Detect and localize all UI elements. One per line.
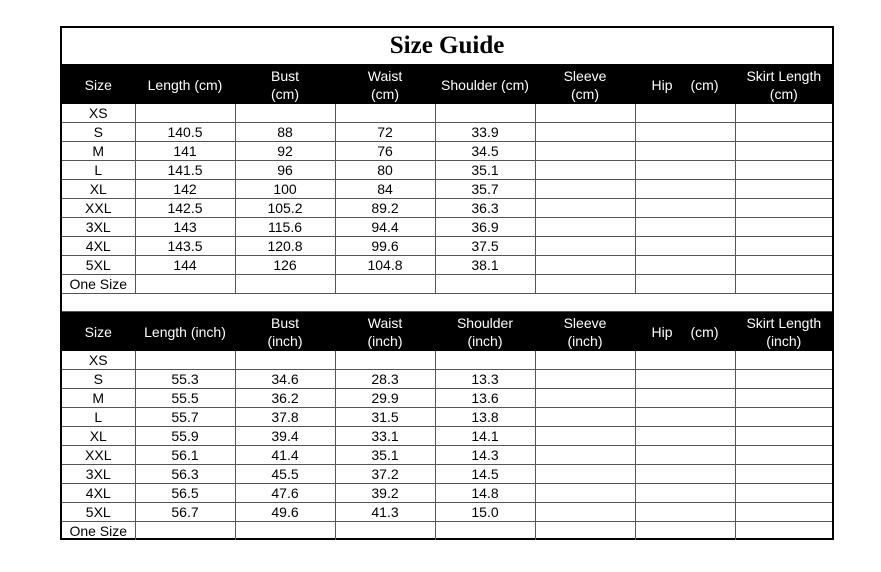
measurement-cell bbox=[735, 408, 832, 427]
column-header-text: Length (inch) bbox=[144, 323, 226, 340]
measurement-cell bbox=[635, 180, 735, 199]
column-header-text: (inch) bbox=[267, 332, 303, 349]
size-label-cell: 4XL bbox=[62, 237, 135, 256]
measurement-cell: 33.1 bbox=[335, 427, 435, 446]
table-row bbox=[62, 199, 832, 218]
measurement-cell: 28.3 bbox=[335, 370, 435, 389]
measurement-cell: 141.5 bbox=[135, 161, 235, 180]
measurement-cell bbox=[535, 256, 635, 275]
measurement-cell: 100 bbox=[235, 180, 335, 199]
column-header-text: (inch) bbox=[367, 332, 403, 349]
measurement-cell bbox=[535, 522, 635, 541]
measurement-cell: 49.6 bbox=[235, 503, 335, 522]
column-header-text: Bust bbox=[270, 67, 299, 84]
measurement-cell bbox=[535, 408, 635, 427]
column-header bbox=[435, 65, 535, 105]
measurement-cell: 143 bbox=[135, 218, 235, 237]
table-row bbox=[62, 218, 832, 237]
measurement-cell: 143.5 bbox=[135, 237, 235, 256]
size-label-cell: L bbox=[62, 408, 135, 427]
measurement-cell bbox=[135, 104, 235, 123]
measurement-cell: 41.3 bbox=[335, 503, 435, 522]
table-row bbox=[62, 522, 832, 541]
measurement-cell: 33.9 bbox=[435, 123, 535, 142]
column-header bbox=[535, 312, 635, 352]
column-header-text: (inch) bbox=[467, 332, 503, 349]
column-header-text: Hip bbox=[651, 323, 673, 340]
divider-cell bbox=[62, 294, 832, 312]
measurement-cell bbox=[635, 351, 735, 370]
measurement-cell: 88 bbox=[235, 123, 335, 142]
measurement-cell: 142 bbox=[135, 180, 235, 199]
column-header-text: Size bbox=[84, 323, 112, 340]
measurement-cell: 36.9 bbox=[435, 218, 535, 237]
measurement-cell bbox=[635, 256, 735, 275]
measurement-cell bbox=[535, 503, 635, 522]
column-header bbox=[335, 312, 435, 352]
table-row bbox=[62, 370, 832, 389]
measurement-cell bbox=[635, 199, 735, 218]
measurement-cell bbox=[735, 522, 832, 541]
measurement-cell bbox=[435, 351, 535, 370]
size-label-cell: 5XL bbox=[62, 256, 135, 275]
size-label-cell: One Size bbox=[69, 523, 128, 539]
measurement-cell bbox=[635, 427, 735, 446]
measurement-cell bbox=[435, 522, 535, 541]
measurement-cell: 37.8 bbox=[235, 408, 335, 427]
measurement-cell: 55.3 bbox=[135, 370, 235, 389]
measurement-cell bbox=[535, 370, 635, 389]
measurement-cell: 144 bbox=[135, 256, 235, 275]
measurement-cell bbox=[735, 503, 832, 522]
table-row bbox=[62, 408, 832, 427]
column-header bbox=[635, 65, 735, 105]
column-header-text: Skirt Length bbox=[746, 314, 822, 331]
size-label-cell: 3XL bbox=[62, 218, 135, 237]
measurement-cell: 56.1 bbox=[135, 446, 235, 465]
measurement-cell: 96 bbox=[235, 161, 335, 180]
column-header bbox=[62, 65, 135, 105]
measurement-cell bbox=[735, 123, 832, 142]
table-row bbox=[62, 180, 832, 199]
table-row bbox=[62, 104, 832, 123]
measurement-cell: 35.1 bbox=[435, 161, 535, 180]
measurement-cell bbox=[635, 218, 735, 237]
inch-table-header-row bbox=[62, 312, 832, 352]
measurement-cell: 55.7 bbox=[135, 408, 235, 427]
measurement-cell: 105.2 bbox=[235, 199, 335, 218]
table-row bbox=[62, 427, 832, 446]
measurement-cell: 38.1 bbox=[435, 256, 535, 275]
measurement-cell bbox=[735, 370, 832, 389]
measurement-cell bbox=[535, 142, 635, 161]
measurement-cell bbox=[635, 161, 735, 180]
table-row bbox=[62, 465, 832, 484]
measurement-cell bbox=[635, 503, 735, 522]
column-header bbox=[335, 65, 435, 105]
measurement-cell bbox=[735, 427, 832, 446]
measurement-cell: 142.5 bbox=[135, 199, 235, 218]
measurement-cell bbox=[535, 465, 635, 484]
measurement-cell bbox=[735, 465, 832, 484]
table-row bbox=[62, 446, 832, 465]
measurement-cell: 36.2 bbox=[235, 389, 335, 408]
column-header-text: Size bbox=[84, 76, 112, 93]
cm-table-header-row bbox=[62, 65, 832, 105]
measurement-cell: 39.2 bbox=[335, 484, 435, 503]
measurement-cell: 45.5 bbox=[235, 465, 335, 484]
measurement-cell bbox=[535, 446, 635, 465]
measurement-cell: 94.4 bbox=[335, 218, 435, 237]
measurement-cell bbox=[535, 123, 635, 142]
column-header bbox=[635, 312, 735, 352]
column-header-text: (cm) bbox=[690, 76, 719, 93]
measurement-cell: 55.5 bbox=[135, 389, 235, 408]
size-label-cell: XXL bbox=[62, 446, 135, 465]
measurement-cell bbox=[635, 484, 735, 503]
measurement-cell: 34.6 bbox=[235, 370, 335, 389]
measurement-cell: 56.5 bbox=[135, 484, 235, 503]
measurement-cell: 14.8 bbox=[435, 484, 535, 503]
table-row bbox=[62, 142, 832, 161]
size-label-cell: S bbox=[62, 123, 135, 142]
measurement-cell: 92 bbox=[235, 142, 335, 161]
measurement-cell: 55.9 bbox=[135, 427, 235, 446]
measurement-cell bbox=[535, 104, 635, 123]
column-header bbox=[235, 65, 335, 105]
measurement-cell: 13.8 bbox=[435, 408, 535, 427]
measurement-cell bbox=[735, 237, 832, 256]
measurement-cell: 56.3 bbox=[135, 465, 235, 484]
size-label-cell: M bbox=[62, 142, 135, 161]
size-label-cell: One Size bbox=[62, 275, 135, 294]
page-title: Size Guide bbox=[62, 28, 832, 65]
size-label-cell: XL bbox=[62, 180, 135, 199]
measurement-cell bbox=[535, 161, 635, 180]
column-header-text: (cm) bbox=[690, 323, 719, 340]
measurement-cell bbox=[335, 522, 435, 541]
table-row bbox=[62, 351, 832, 370]
measurement-cell bbox=[635, 142, 735, 161]
measurement-cell: 14.5 bbox=[435, 465, 535, 484]
measurement-cell: 34.5 bbox=[435, 142, 535, 161]
measurement-cell bbox=[235, 522, 335, 541]
measurement-cell: 56.7 bbox=[135, 503, 235, 522]
measurement-cell bbox=[535, 237, 635, 256]
measurement-cell bbox=[735, 218, 832, 237]
measurement-cell bbox=[535, 351, 635, 370]
size-label-cell: 4XL bbox=[62, 484, 135, 503]
measurement-cell bbox=[535, 180, 635, 199]
table-row bbox=[62, 237, 832, 256]
size-guide-chart bbox=[60, 26, 834, 540]
section-divider bbox=[62, 294, 832, 312]
column-header bbox=[135, 65, 235, 105]
column-header-text: (cm) bbox=[571, 85, 599, 102]
measurement-cell: 126 bbox=[235, 256, 335, 275]
measurement-cell: 104.8 bbox=[335, 256, 435, 275]
measurement-cell: 37.5 bbox=[435, 237, 535, 256]
column-header bbox=[735, 65, 832, 105]
measurement-cell bbox=[535, 427, 635, 446]
measurement-cell bbox=[535, 484, 635, 503]
size-label-cell: XL bbox=[62, 427, 135, 446]
size-label-cell: S bbox=[62, 370, 135, 389]
measurement-cell: 14.1 bbox=[435, 427, 535, 446]
measurement-cell: 140.5 bbox=[135, 123, 235, 142]
measurement-cell: 13.6 bbox=[435, 389, 535, 408]
column-header-text: Hip bbox=[651, 76, 673, 93]
measurement-cell: 14.3 bbox=[435, 446, 535, 465]
column-header-text: (inch) bbox=[567, 332, 603, 349]
measurement-cell: 84 bbox=[335, 180, 435, 199]
column-header-text: (cm) bbox=[271, 85, 299, 102]
column-header-text: Shoulder (cm) bbox=[441, 76, 529, 93]
measurement-cell bbox=[535, 389, 635, 408]
measurement-cell bbox=[735, 351, 832, 370]
column-header-text: Length (cm) bbox=[147, 76, 223, 93]
table-row bbox=[62, 389, 832, 408]
measurement-cell bbox=[735, 104, 832, 123]
measurement-cell: 13.3 bbox=[435, 370, 535, 389]
column-header-text: (inch) bbox=[766, 332, 802, 349]
column-header-text: Skirt Length bbox=[746, 67, 822, 84]
measurement-cell: 141 bbox=[135, 142, 235, 161]
measurement-cell bbox=[235, 351, 335, 370]
measurement-cell: 31.5 bbox=[335, 408, 435, 427]
size-label-cell: XS bbox=[62, 351, 135, 370]
measurement-cell bbox=[435, 275, 535, 294]
column-header bbox=[735, 312, 832, 352]
column-header bbox=[535, 65, 635, 105]
measurement-cell: 35.7 bbox=[435, 180, 535, 199]
measurement-cell: 36.3 bbox=[435, 199, 535, 218]
measurement-cell bbox=[635, 522, 735, 541]
column-header bbox=[435, 312, 535, 352]
measurement-cell bbox=[635, 389, 735, 408]
measurement-cell: 120.8 bbox=[235, 237, 335, 256]
measurement-cell bbox=[335, 275, 435, 294]
measurement-cell bbox=[735, 142, 832, 161]
measurement-cell: 72 bbox=[335, 123, 435, 142]
measurement-cell bbox=[635, 275, 735, 294]
measurement-cell bbox=[135, 522, 235, 541]
table-row bbox=[62, 123, 832, 142]
measurement-cell bbox=[735, 446, 832, 465]
measurement-cell bbox=[735, 199, 832, 218]
size-label-cell: 5XL bbox=[62, 503, 135, 522]
column-header-text: Waist bbox=[367, 67, 403, 84]
measurement-cell bbox=[735, 484, 832, 503]
measurement-cell bbox=[635, 446, 735, 465]
table-row bbox=[62, 275, 832, 294]
size-label-cell: M bbox=[62, 389, 135, 408]
measurement-cell: 15.0 bbox=[435, 503, 535, 522]
measurement-cell bbox=[735, 275, 832, 294]
title-row bbox=[62, 28, 832, 65]
measurement-cell bbox=[635, 237, 735, 256]
measurement-cell bbox=[135, 351, 235, 370]
measurement-cell bbox=[335, 351, 435, 370]
size-label-cell: XS bbox=[62, 104, 135, 123]
measurement-cell bbox=[635, 104, 735, 123]
column-header-text: Bust bbox=[270, 314, 299, 331]
size-label-cell: XXL bbox=[62, 199, 135, 218]
measurement-cell bbox=[635, 465, 735, 484]
measurement-cell bbox=[435, 104, 535, 123]
measurement-cell: 76 bbox=[335, 142, 435, 161]
column-header-text: (cm) bbox=[769, 85, 798, 102]
measurement-cell: 47.6 bbox=[235, 484, 335, 503]
column-header-text: (cm) bbox=[371, 85, 399, 102]
table-row bbox=[62, 256, 832, 275]
measurement-cell: 29.9 bbox=[335, 389, 435, 408]
measurement-cell: 80 bbox=[335, 161, 435, 180]
measurement-cell: 89.2 bbox=[335, 199, 435, 218]
column-header bbox=[62, 312, 135, 352]
measurement-cell bbox=[335, 104, 435, 123]
measurement-cell: 115.6 bbox=[235, 218, 335, 237]
measurement-cell: 99.6 bbox=[335, 237, 435, 256]
column-header bbox=[135, 312, 235, 352]
measurement-cell bbox=[135, 275, 235, 294]
size-label-cell: L bbox=[62, 161, 135, 180]
measurement-cell bbox=[535, 199, 635, 218]
measurement-cell bbox=[535, 218, 635, 237]
measurement-cell bbox=[735, 161, 832, 180]
column-header-text: Sleeve bbox=[563, 67, 607, 84]
measurement-cell bbox=[535, 275, 635, 294]
measurement-cell: 37.2 bbox=[335, 465, 435, 484]
measurement-cell bbox=[635, 123, 735, 142]
measurement-cell bbox=[635, 370, 735, 389]
table-row bbox=[62, 484, 832, 503]
size-label-cell: 3XL bbox=[62, 465, 135, 484]
measurement-cell bbox=[735, 389, 832, 408]
measurement-cell: 39.4 bbox=[235, 427, 335, 446]
column-header-text: Waist bbox=[367, 314, 403, 331]
measurement-cell bbox=[635, 408, 735, 427]
column-header-text: Sleeve bbox=[563, 314, 607, 331]
measurement-cell bbox=[235, 104, 335, 123]
table-row bbox=[62, 503, 832, 522]
measurement-cell: 41.4 bbox=[235, 446, 335, 465]
measurement-cell: 35.1 bbox=[335, 446, 435, 465]
measurement-cell bbox=[735, 180, 832, 199]
column-header-text: Shoulder bbox=[456, 314, 514, 331]
size-guide-table bbox=[62, 28, 832, 540]
column-header bbox=[235, 312, 335, 352]
measurement-cell bbox=[735, 256, 832, 275]
measurement-cell bbox=[235, 275, 335, 294]
table-row bbox=[62, 161, 832, 180]
